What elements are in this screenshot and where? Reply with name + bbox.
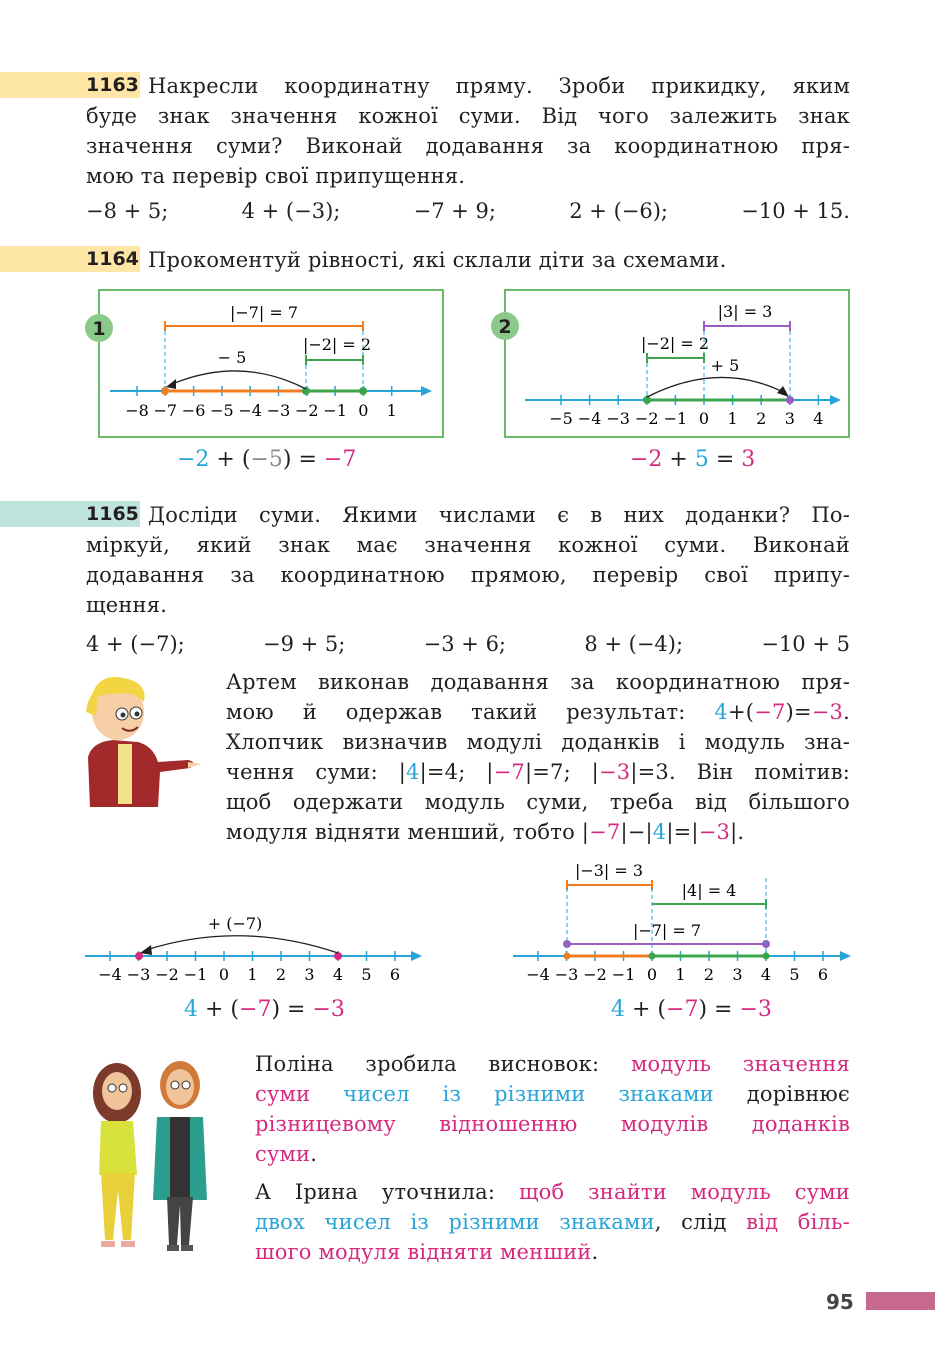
scheme-badge-number: 2 (498, 316, 512, 338)
text-line: Артем виконав додавання за координатною пря- (226, 670, 850, 694)
tick-label: 6 (817, 965, 829, 984)
text-fragment: Поліна зробила висновок: (255, 1052, 631, 1076)
artem-paragraph (226, 667, 850, 847)
tick-label: −3 (126, 965, 151, 984)
text-line: суми. (255, 1142, 318, 1166)
text-line: щоб одержати модуль суми, треба від більшого (226, 790, 850, 814)
eq-term: −2 (630, 447, 663, 472)
tick-label: 4 (332, 965, 344, 984)
eq-op: + ( (625, 997, 667, 1022)
text-fragment: мою й одержав такий результат: (226, 700, 715, 724)
eq-op: ) = (271, 997, 313, 1022)
text-fragment: чення суми: (226, 760, 399, 784)
expression: 4 + (−7); (86, 632, 185, 656)
eq-op: ) = (282, 447, 324, 472)
result-neg3: −3 (698, 820, 731, 844)
term-neg7: −7 (493, 760, 525, 784)
arrow-label: + 5 (710, 356, 740, 375)
tick-label: −4 (526, 965, 550, 984)
tick-label: −2 (635, 409, 659, 428)
text-line: модуля відняти менший, тобто |−7|−|4|=|−3|. (226, 820, 745, 844)
tick-label: 1 (386, 401, 397, 420)
text-line: Досліди суми. Якими числами є в них доданки? По- (148, 503, 850, 527)
tick-label: 4 (760, 965, 772, 984)
exercise-1165-expressions (86, 632, 850, 656)
text-fragment: чисел із різними знаками (343, 1082, 714, 1106)
page-number-bar (866, 1292, 935, 1310)
exercise-number-1163: 1163 (86, 74, 139, 96)
eq-op: = (708, 447, 742, 472)
text-fragment: модуля відняти менший, тобто (226, 820, 582, 844)
result-neg3: −3 (811, 700, 844, 724)
tick-label: 0 (218, 965, 230, 984)
text-fragment: щоб знайти модуль суми (518, 1180, 850, 1204)
term-4: 4 (406, 760, 420, 784)
tick-label: 0 (358, 401, 369, 420)
result-neg3: −3 (598, 760, 631, 784)
expression: −3 + 6; (423, 632, 507, 656)
text-fragment: Він помітив: (675, 760, 851, 784)
tick-label: 5 (789, 965, 800, 984)
text-fragment: суми (255, 1142, 311, 1166)
eq-op: + (662, 447, 695, 472)
eq-term: 4 (611, 997, 625, 1022)
text-fragment: дорівнює (746, 1082, 850, 1106)
tick-label: 0 (698, 409, 710, 428)
text-fragment: різницевому відношенню модулів доданків (255, 1112, 850, 1136)
text-fragment: двох чисел із різними знаками (255, 1210, 655, 1234)
tick-label: −3 (554, 965, 579, 984)
text-line: чення суми: |4|=4; |−7|=7; |−3|=3. Він помітив: (226, 760, 851, 784)
arrow-label: − 5 (217, 348, 247, 367)
exercise-1164-text (148, 245, 848, 275)
text-line (255, 1177, 850, 1207)
expression: −10 + 15. (741, 199, 850, 223)
tick-label: −4 (98, 965, 122, 984)
abs-label: |4| = 4 (681, 881, 737, 900)
tick-label: 3 (732, 965, 743, 984)
scheme-2-diagram (485, 285, 855, 445)
text-fragment: А Ірина уточнила: (255, 1180, 519, 1204)
text-line: Накресли координатну пряму. Зроби прикидку, яким (148, 74, 850, 98)
text-line (255, 1049, 850, 1079)
diagram-4-equation (611, 997, 772, 1022)
tick-label: −1 (611, 965, 636, 984)
expression: −7 + 9; (413, 199, 496, 223)
tick-label: −3 (266, 401, 291, 420)
tick-label: 2 (756, 409, 767, 428)
text-line (255, 1109, 850, 1139)
eq-op: + ( (209, 447, 251, 472)
two-girls-illustration (85, 1055, 215, 1255)
text-line: значення суми? Виконай додавання за координатною пря- (86, 134, 850, 158)
boy-pointing-illustration (78, 672, 203, 812)
term-4: 4 (714, 700, 728, 724)
scheme-1-diagram (80, 285, 450, 445)
eq-result: −3 (739, 997, 772, 1022)
tick-label: 5 (361, 965, 372, 984)
tick-label: 4 (813, 409, 824, 428)
number-line-addition-diagram (80, 905, 430, 995)
expression: 2 + (−6); (569, 199, 668, 223)
eq-result: 3 (741, 447, 756, 472)
text-line: мою та перевір свої припущення. (86, 164, 466, 188)
tick-label: −2 (583, 965, 607, 984)
abs-label: |−7| = 7 (632, 921, 702, 940)
term-neg7: −7 (589, 820, 621, 844)
tick-label: −6 (181, 401, 206, 420)
diagram-3-equation (184, 997, 345, 1022)
irina-paragraph (255, 1177, 850, 1267)
tick-label: −1 (183, 965, 208, 984)
text-line (255, 1079, 850, 1109)
polina-paragraph (255, 1049, 850, 1169)
tick-label: −4 (577, 409, 602, 428)
tick-label: −1 (323, 401, 347, 420)
exercise-number-1164: 1164 (86, 248, 139, 270)
tick-label: −2 (155, 965, 179, 984)
tick-label: 0 (646, 965, 658, 984)
exercise-number-1165: 1165 (86, 503, 139, 525)
tick-label: 1 (727, 409, 738, 428)
expression: −10 + 5 (761, 632, 850, 656)
text-line: міркуй, який знак має значення кожної суми. Виконай (86, 533, 850, 557)
expression: −8 + 5; (86, 199, 169, 223)
tick-label: 1 (247, 965, 258, 984)
scheme-1-equation (177, 447, 356, 472)
page-number: 95 (826, 1290, 854, 1314)
eq-term: −7 (666, 997, 699, 1022)
text-fragment: від біль- (746, 1210, 850, 1234)
tick-label: −5 (210, 401, 234, 420)
text-line: Прокоментуй рівності, які склали діти за схемами. (148, 248, 727, 272)
eq-result: −7 (323, 447, 357, 472)
tick-label: −4 (238, 401, 262, 420)
tick-label: 6 (389, 965, 401, 984)
text-fragment: шого модуля відняти менший (255, 1240, 592, 1264)
exercise-1163-expressions (86, 199, 850, 223)
tick-label: −3 (606, 409, 630, 428)
scheme-badge-number: 1 (92, 318, 106, 340)
tick-label: −7 (153, 401, 178, 420)
abs-label: |−2| = 2 (302, 335, 372, 354)
text-line: щення. (86, 593, 168, 617)
term-4: 4 (652, 820, 667, 844)
tick-label: 2 (703, 965, 715, 984)
eq-term: −7 (239, 997, 272, 1022)
eq-term: 4 (184, 997, 198, 1022)
tick-label: −8 (125, 401, 149, 420)
text-fragment: модуль значення (630, 1052, 850, 1076)
expression: −9 + 5; (263, 632, 346, 656)
eq-op: ) = (698, 997, 740, 1022)
abs-label: |−3| = 3 (574, 861, 644, 880)
eq-term: −5 (250, 447, 283, 472)
expression: 4 + (−3); (241, 199, 341, 223)
abs-label: |−2| = 2 (640, 334, 710, 353)
eq-term: 5 (694, 447, 709, 472)
text-line (255, 1207, 850, 1237)
abs-label: |3| = 3 (717, 302, 773, 321)
tick-label: 3 (304, 965, 315, 984)
expression: 8 + (−4); (584, 632, 684, 656)
modulus-diagram (505, 858, 860, 993)
eq-term: −2 (177, 447, 210, 472)
text-line: додавання за координатною прямою, перевір свої припу- (86, 563, 850, 587)
abs-label: |−7| = 7 (229, 303, 299, 322)
tick-label: 3 (784, 409, 795, 428)
scheme-2-equation (630, 447, 755, 472)
tick-label: −1 (663, 409, 688, 428)
arrow-label: + (−7) (207, 914, 263, 933)
term-neg7: −7 (754, 700, 786, 724)
text-fragment: суми (255, 1082, 311, 1106)
text-line: буде знак значення кожної суми. Від чого залежить знак (86, 104, 850, 128)
tick-label: 2 (275, 965, 287, 984)
tick-label: −2 (295, 401, 319, 420)
text-fragment: , слід (654, 1210, 747, 1234)
text-line: шого модуля відняти менший. (255, 1240, 599, 1264)
eq-op: + ( (198, 997, 240, 1022)
tick-label: −5 (549, 409, 573, 428)
text-line: мою й одержав такий результат: 4+(−7)=−3. (226, 700, 850, 724)
eq-result: −3 (312, 997, 345, 1022)
exercise-1165-text (86, 500, 850, 620)
text-line: Хлопчик визначив модулі доданків і модуль зна- (226, 730, 850, 754)
exercise-1163-text (86, 71, 850, 191)
tick-label: 1 (675, 965, 686, 984)
